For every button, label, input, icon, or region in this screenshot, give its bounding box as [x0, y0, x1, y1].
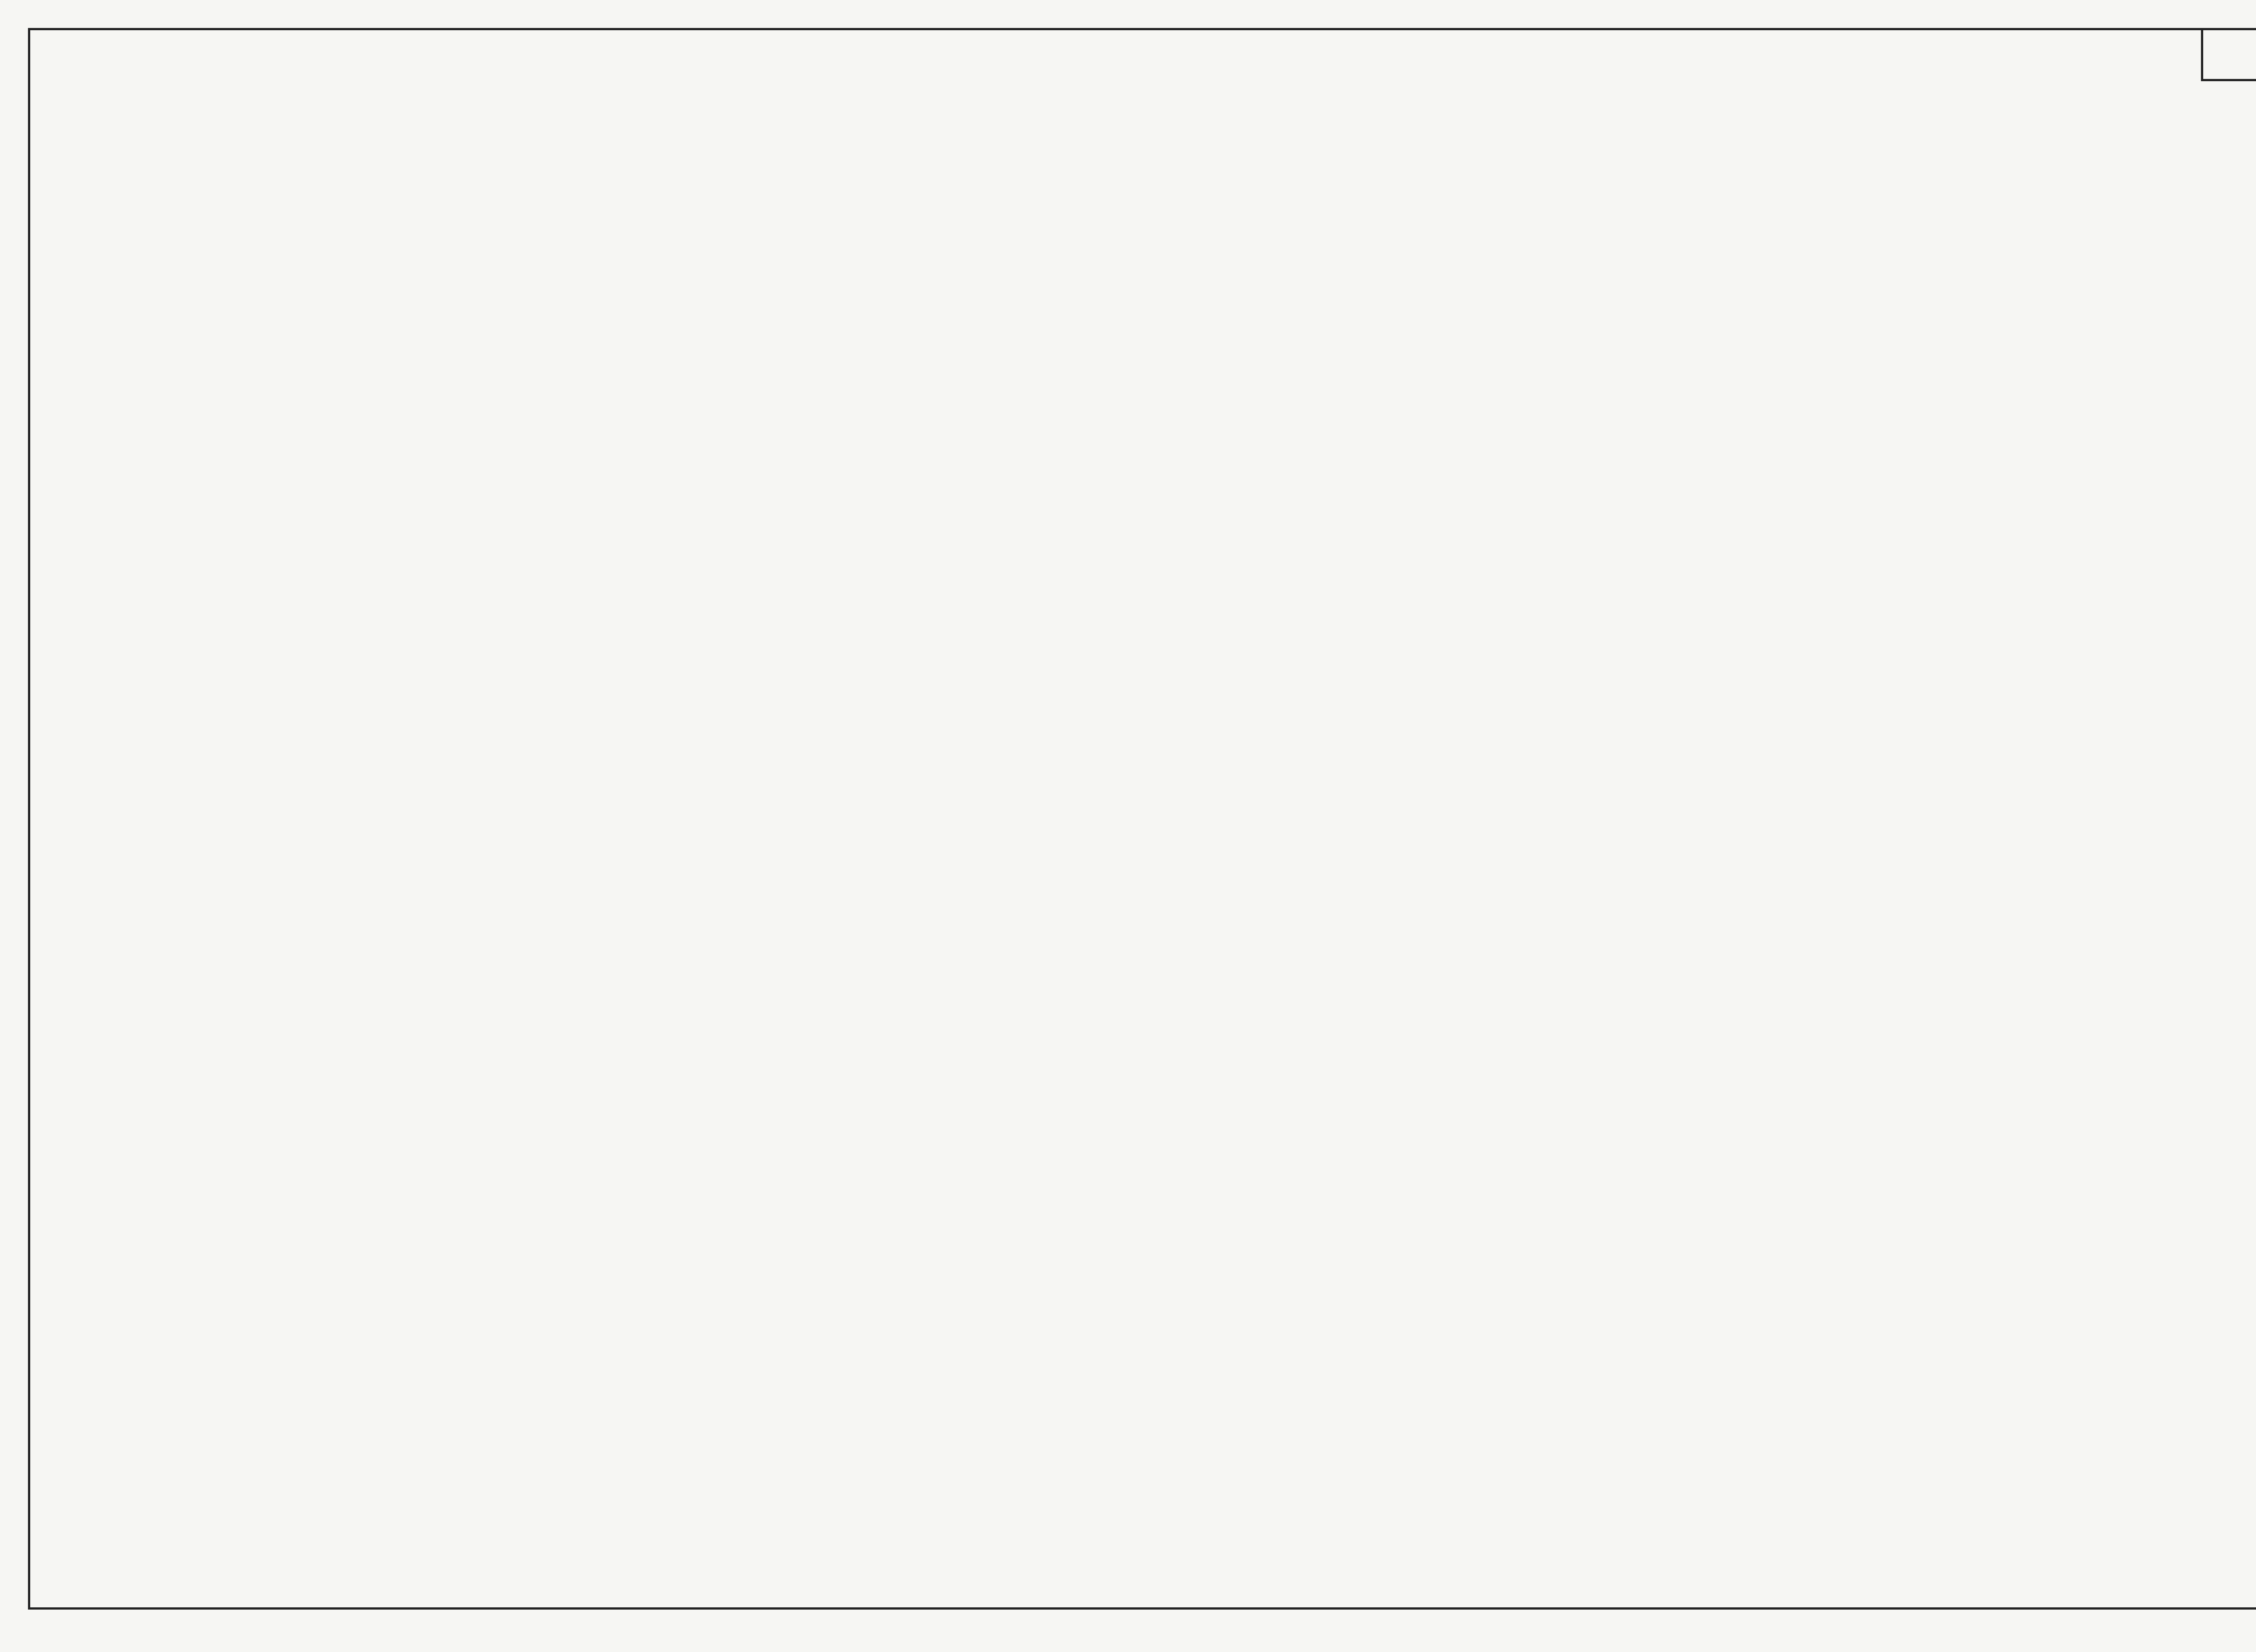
drawing-frame — [28, 28, 2256, 1610]
sheet-number-box — [2201, 28, 2256, 81]
